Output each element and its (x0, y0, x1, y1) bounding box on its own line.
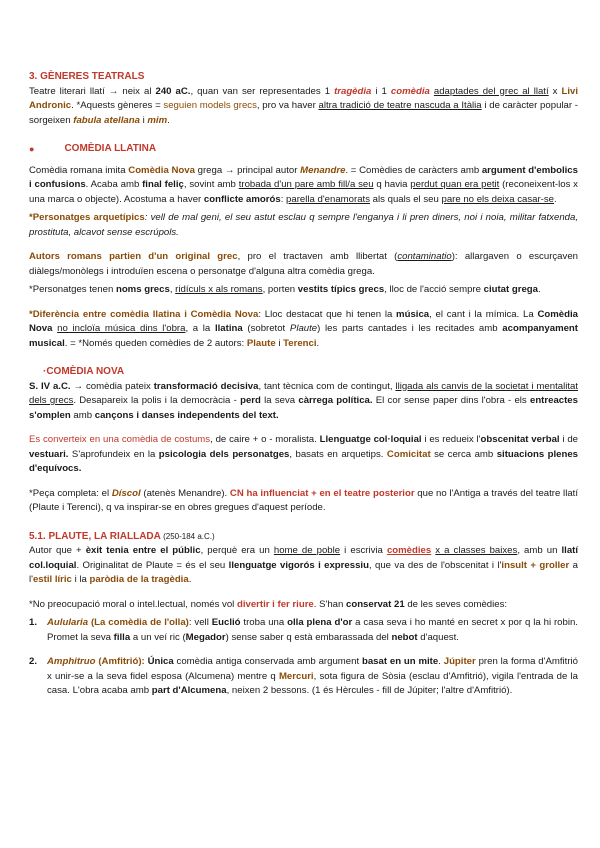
section-heading (29, 530, 578, 545)
list-item-text: Amphitruo (Amfitrió): Única comèdia antiga conservada amb argument basat en un mite. Júpiter pren la forma d'Amfitrió x unir-se a la seva fidel esposa (Alcumena) mentre q Mercuri, sota figura de Sòsia (esclau d'Amfitrió), vigila l'entrada de la casa. L'obra acaba amb part d'Alcumena, neixen 2 bessons. (1 és Hèrcules - fill de Júpiter; l'altre d'Amfitrió). (47, 656, 578, 696)
bullet-icon: ● (29, 144, 35, 154)
section-title: COMÈDIA LLATINA (64, 143, 157, 154)
paragraph: S. IV a.C. → comèdia pateix transformació decisiva, tant tècnica com de contingut, lligada als canvis de la societat i mentalitat dels grecs. Desapareix la polis i la democràcia - perd la seva càrrega política. El cor sense paper dins l'obra - els entreactes s'omplen amb cançons i danses independents del text. (29, 380, 578, 421)
paragraph: *Personatges tenen noms grecs, ridículs x als romans, porten vestits típics grecs, lloc de l'acció sempre ciutat grega. (29, 284, 541, 295)
paragraph: *Personatges arquetípics: vell de mal geni, el seu astut esclau q sempre l'enganya i li pren diners, noi i noia, militar fatxenda, prostituta, alcavot sense escrúpols. (29, 212, 578, 238)
comedy-list (29, 616, 578, 699)
paragraph: Es converteix en una comèdia de costums, de caire + o - moralista. Llenguatge col·loquial i es redueix l'obscenitat verbal i de vestuari. S'aprofundeix en la psicologia dels personatges, basats en arquetips. Comicitat se cerca amb situacions plenes d'equívocs. (29, 434, 578, 474)
paragraph: Autor que + èxit tenia entre el públic, perquè era un home de poble i escrivia comèdies x a classes baixes, amb un llatí col.loquial. Originalitat de Plaute = és el seu llenguatge vigorós i expressiu, que va des de l'obscenitat i l'insult + groller a l'estil líric i la paròdia de la tragèdia. (29, 545, 579, 585)
paragraph: Teatre literari llatí → neix al 240 aC., quan van ser representades 1 tragèdia i 1 comèdia adaptades del grec al llatí x Livi Andronic. *Aquests gèneres = seguien models grecs, pro va haver altra tradició de teatre nascuda a Itàlia i de caràcter popular - sorgeixen fabula atellana i mim. (29, 85, 579, 126)
paragraph: *Peça completa: el Díscol (atenès Menandre). CN ha influenciat + en el teatre posterior que no l'Antiga a través del teatre llatí (Plaute i Terenci), q va inspirar-se en obres gregues d'aquest període. (29, 487, 578, 513)
section-title: 5.1. PLAUTE, LA RIALLADA (29, 530, 161, 542)
section-heading (29, 142, 578, 157)
section-title: ·COMÈDIA NOVA (43, 366, 125, 377)
paragraph: *No preocupació moral o intel.lectual, només vol divertir i fer riure. S'han conservat 21 de les seves comèdies: (29, 598, 508, 610)
document-page (29, 70, 578, 699)
paragraph: Autors romans partien d'un original grec, pro el tractaven amb llibertat (contaminatio): allargaven o escurçaven diàlegs/monòlegs i introduïen escena o personatge d'alguna altra comèdia grega. (29, 251, 578, 277)
list-item-text: Aulularia (La comèdia de l'olla): vell Euclió troba una olla plena d'or a casa seva i ho manté en secret x por q la hi robin. Promet la seva filla a un veí ric (Megador) sense saber q està embarassada del nebot d'aquest. (47, 617, 578, 643)
section-title: 3. GÈNERES TEATRALS (29, 71, 145, 82)
list-item: 1. Aulularia (La comèdia de l'olla): vell Euclió troba una olla plena d'or a casa seva i ho manté en secret x por q la hi robin. Promet la seva filla a un veí ric (Megador) sense saber q està embarassada del nebot d'aquest. (29, 616, 578, 645)
section-dates: (250-184 a.C.) (160, 531, 215, 541)
paragraph: *Diferència entre comèdia llatina i Comèdia Nova: Lloc destacat que hi tenen la música, el cant i la mímica. La Comèdia Nova no incloïa música dins l'obra, a la llatina (sobretot Plaute) les parts cantades i les recitades amb acompanyament musical. = *Només queden comèdies de 2 autors: Plaute i Terenci. (29, 308, 578, 349)
paragraph: Comèdia romana imita Comèdia Nova grega → principal autor Menandre. = Comèdies de caràcters amb argument d'embolics i confusions. Acaba amb final feliç, sovint amb trobada d'un pare amb fill/a seu q havia perdut quan era petit (reconeixent-los x una marca o objecte). Acostuma a haver conflicte amorós: parella d'enamorats als quals el seu pare no els deixa casar-se. (29, 164, 578, 205)
list-item: 2. Amphitruo (Amfitrió): Única comèdia antiga conservada amb argument basat en un mite. Júpiter pren la forma d'Amfitrió x unir-se a la seva fidel esposa (Alcumena) mentre q Mercuri, sota figura de Sòsia (esclau d'Amfitrió), vigila l'entrada de la casa. L'obra acaba amb part d'Alcumena, neixen 2 bessons. (1 és Hèrcules - fill de Júpiter; l'altre d'Amfitrió). (29, 655, 578, 699)
